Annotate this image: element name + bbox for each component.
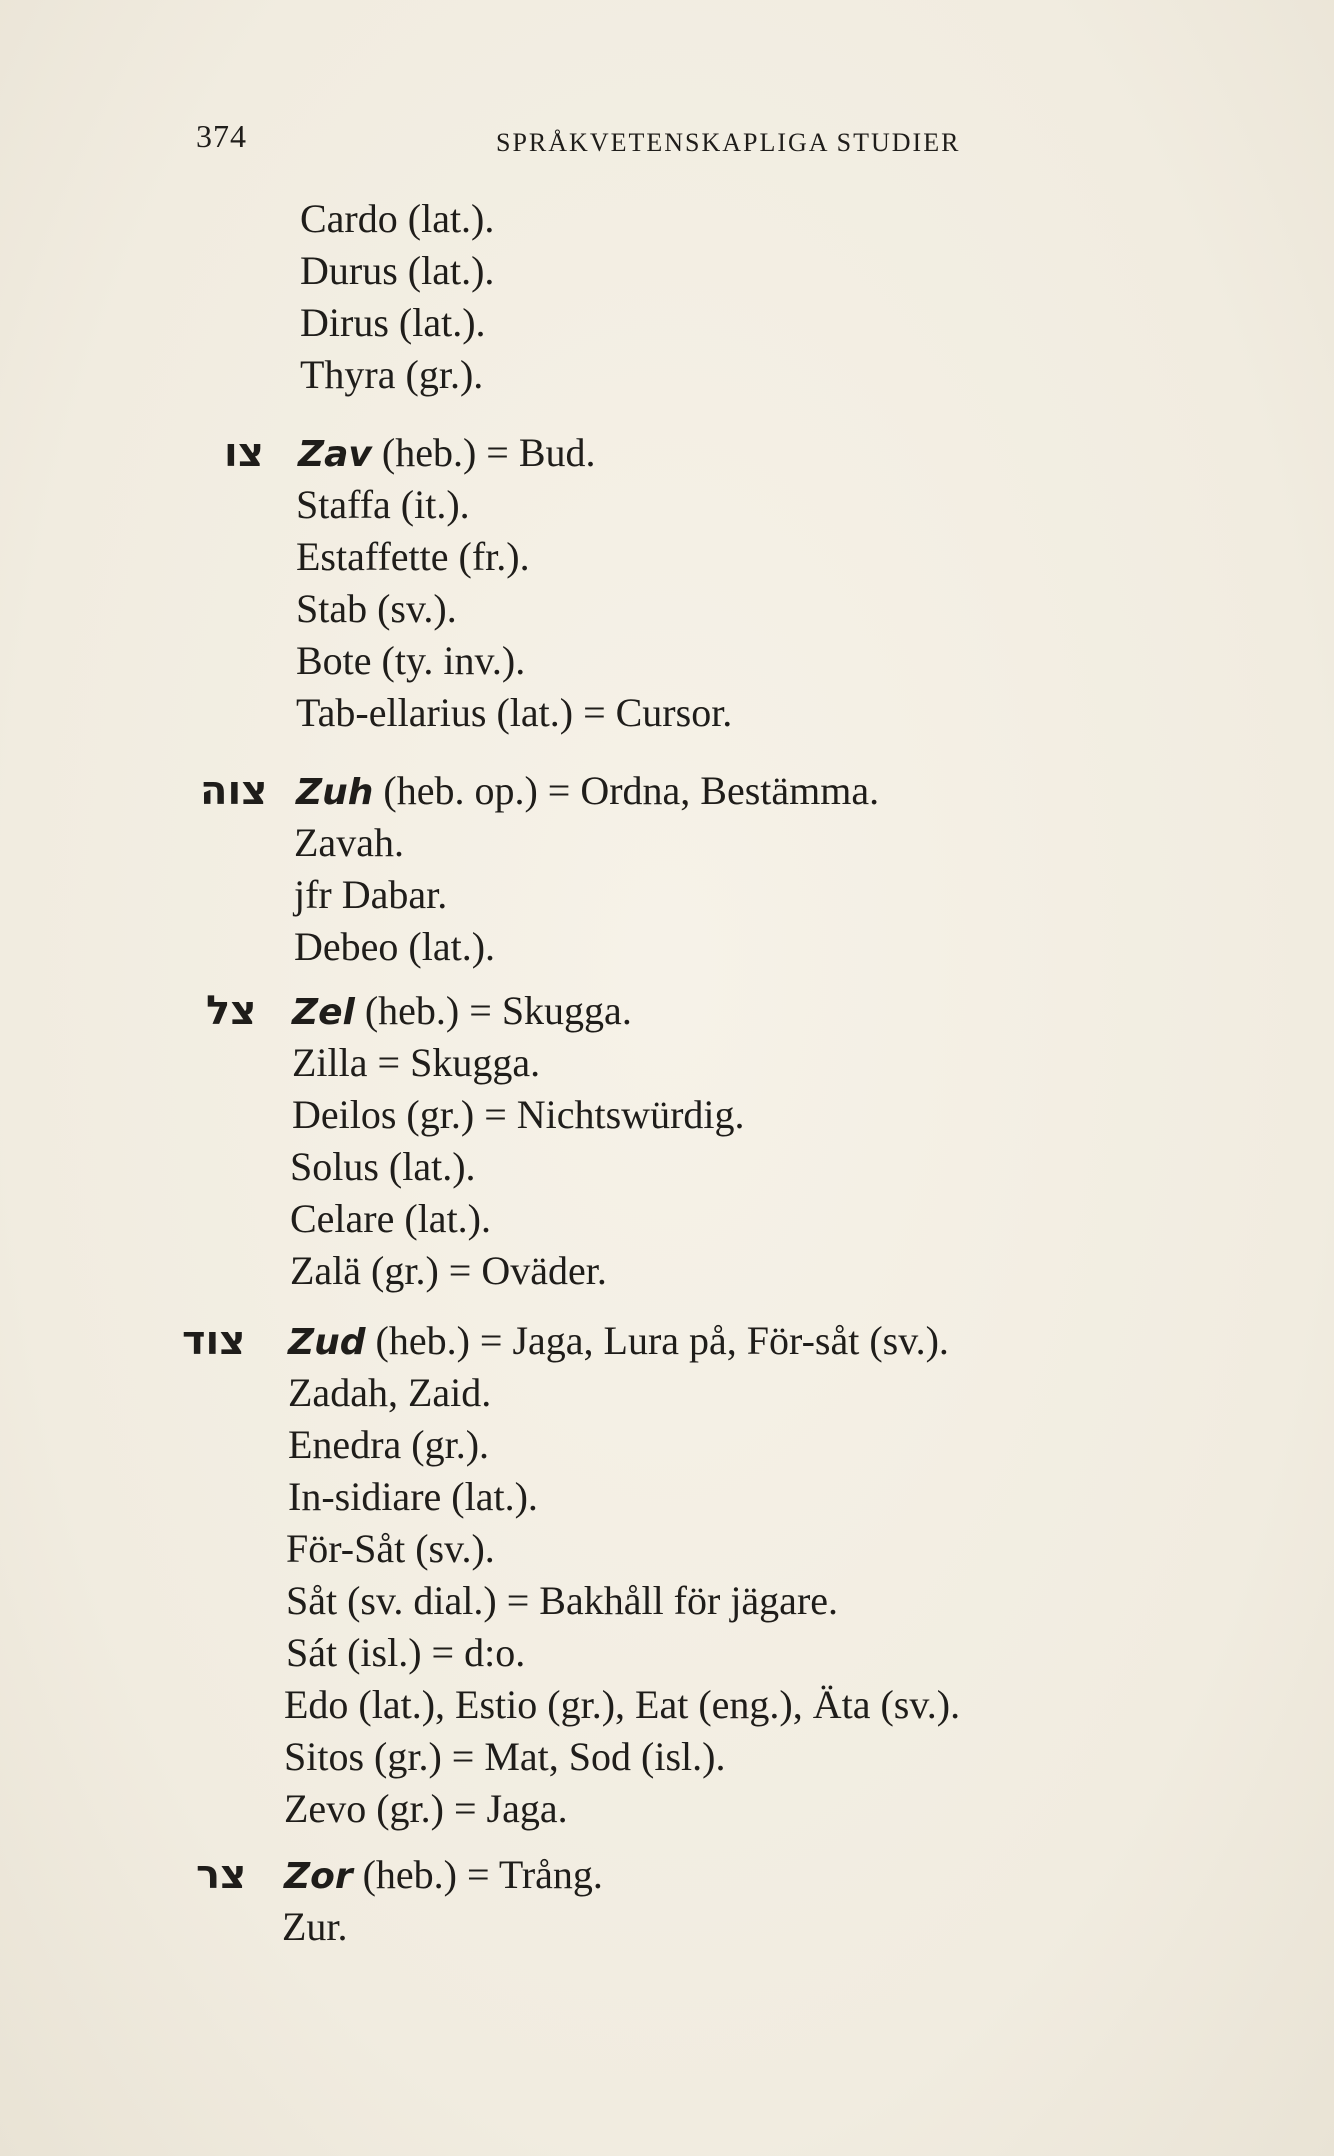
text-line: Thyra (gr.). xyxy=(300,352,484,397)
text-line: Estaffette (fr.). xyxy=(296,534,530,579)
text-line: Deilos (gr.) = Nichtswürdig. xyxy=(292,1092,745,1137)
entry-keyword: Zel xyxy=(292,992,355,1033)
text-line: Sát (isl.) = d:o. xyxy=(286,1630,526,1675)
text-line: Tab-ellarius (lat.) = Cursor. xyxy=(296,690,733,735)
text-line: Solus (lat.). xyxy=(290,1144,476,1189)
text-line: Bote (ty. inv.). xyxy=(296,638,526,683)
text-line: Sitos (gr.) = Mat, Sod (isl.). xyxy=(284,1734,726,1779)
entry-definition: (heb.) = Skugga. xyxy=(354,988,632,1033)
text-line: Celare (lat.). xyxy=(290,1196,491,1241)
page-header xyxy=(196,118,976,168)
entry-definition: (heb.) = Jaga, Lura på, För-såt (sv.). xyxy=(365,1318,949,1363)
entry-keyword: Zor xyxy=(284,1856,353,1897)
hebrew-word: צר xyxy=(196,1852,247,1898)
text-line: Zadah, Zaid. xyxy=(288,1370,492,1415)
text-line: Dirus (lat.). xyxy=(300,300,486,345)
page-number: 374 xyxy=(196,118,247,154)
text-line: Staffa (it.). xyxy=(296,482,470,527)
text-line: Edo (lat.), Estio (gr.), Eat (eng.), Äta (sv.). xyxy=(284,1682,961,1727)
hebrew-word: צל xyxy=(206,988,257,1034)
entry-line xyxy=(288,1318,949,1366)
entry-keyword: Zav xyxy=(298,434,372,475)
entry-line xyxy=(292,988,632,1036)
entry-definition: (heb.) = Trång. xyxy=(352,1852,603,1897)
text-line: Cardo (lat.). xyxy=(300,196,495,241)
running-head: SPRÅKVETENSKAPLIGA STUDIER xyxy=(496,128,961,157)
text-line: För-Såt (sv.). xyxy=(286,1526,495,1571)
text-line: Zur. xyxy=(282,1904,348,1949)
text-line: Zilla = Skugga. xyxy=(292,1040,541,1085)
entry-line xyxy=(284,1852,603,1900)
text-line: Zevo (gr.) = Jaga. xyxy=(284,1786,568,1831)
entry-keyword: Zud xyxy=(288,1322,366,1363)
text-line: Debeo (lat.). xyxy=(294,924,496,969)
text-line: Stab (sv.). xyxy=(296,586,457,631)
entry-line xyxy=(298,430,596,478)
text-line: Durus (lat.). xyxy=(300,248,495,293)
text-line: Zavah. xyxy=(294,820,404,865)
entry-line xyxy=(296,768,879,816)
text-line: Zalä (gr.) = Oväder. xyxy=(290,1248,607,1293)
text-line: Enedra (gr.). xyxy=(288,1422,490,1467)
entry-definition: (heb.) = Bud. xyxy=(371,430,596,475)
text-line: jfr Dabar. xyxy=(294,872,448,917)
entry-definition: (heb. op.) = Ordna, Bestämma. xyxy=(373,768,880,813)
hebrew-word: צו xyxy=(224,430,264,476)
text-line: Såt (sv. dial.) = Bakhåll för jägare. xyxy=(286,1578,839,1623)
hebrew-word: צוד xyxy=(182,1318,246,1364)
hebrew-word: צוה xyxy=(200,768,268,814)
entry-keyword: Zuh xyxy=(296,772,374,813)
text-line: In-sidiare (lat.). xyxy=(288,1474,538,1519)
